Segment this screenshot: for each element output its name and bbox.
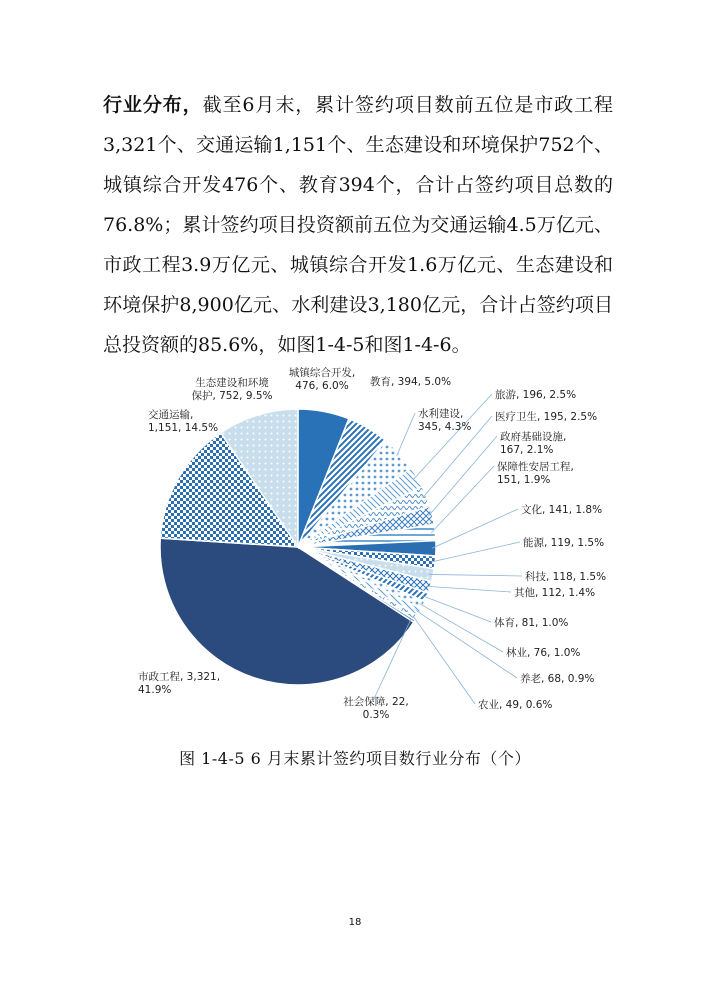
slice-label: 林业, 76, 1.0% (506, 647, 581, 659)
paragraph-body: 截至6月末，累计签约项目数前五位是市政工程3,321个、交通运输1,151个、生态建设和环境保护752个、城镇综合开发476个、教育394个，合计占签约项目总数的76.8%；累计签约项目投资额前五位为交通运输4.5万亿元、市政工程3.9万亿元、城镇综合开发1.6万亿元、生态建设和环境保护8,900亿元、水利建设3,180亿元，合计占签约项目总投资额的85.6%，如图1-4-5和图1-4-6。 (103, 94, 613, 356)
slice-label: 旅游, 196, 2.5% (495, 389, 577, 401)
slice-label: 生态建设和环境保护, 752, 9.5% (191, 377, 273, 402)
slice-label: 保障性安居工程, 151, 1.9% (497, 461, 574, 486)
pie-slices (160, 409, 436, 685)
leader-line (431, 542, 520, 562)
slice-label: 水利建设, 345, 4.3% (418, 408, 472, 433)
figure-caption: 图 1-4-5 6 月末累计签约项目数行业分布（个） (179, 749, 531, 768)
leader-line (432, 509, 518, 548)
page-number: 18 (348, 917, 362, 928)
slice-label: 医疗卫生, 195, 2.5% (495, 411, 598, 423)
leader-line (429, 574, 522, 576)
slice-label: 能源, 119, 1.5% (523, 537, 605, 549)
leader-line (426, 586, 511, 592)
slice-label: 文化, 141, 1.8% (521, 504, 603, 516)
leader-line (414, 394, 492, 479)
industry-pie-chart (0, 355, 710, 735)
slice-label: 城镇综合开发, 476, 6.0% (288, 367, 356, 392)
slice-label: 养老, 68, 0.9% (520, 673, 595, 685)
slice-label: 交通运输, 1,151, 14.5% (148, 409, 219, 434)
leader-line (397, 413, 415, 456)
slice-label: 市政工程, 3,321, 41.9% (138, 671, 221, 696)
slice-label: 其他, 112, 1.4% (514, 587, 596, 599)
slice-label: 教育, 394, 5.0% (370, 376, 452, 388)
paragraph-lead: 行业分布， (103, 94, 203, 116)
leader-line (423, 596, 491, 622)
slice-label: 农业, 49, 0.6% (478, 699, 553, 711)
slice-label: 科技, 118, 1.5% (525, 571, 607, 583)
slice-label: 政府基础设施, 167, 2.1% (500, 431, 567, 456)
slice-label: 体育, 81, 1.0% (494, 617, 569, 629)
leader-line (428, 436, 497, 516)
body-paragraph (103, 85, 613, 365)
slice-label: 社会保障, 22, 0.3% (343, 696, 409, 721)
